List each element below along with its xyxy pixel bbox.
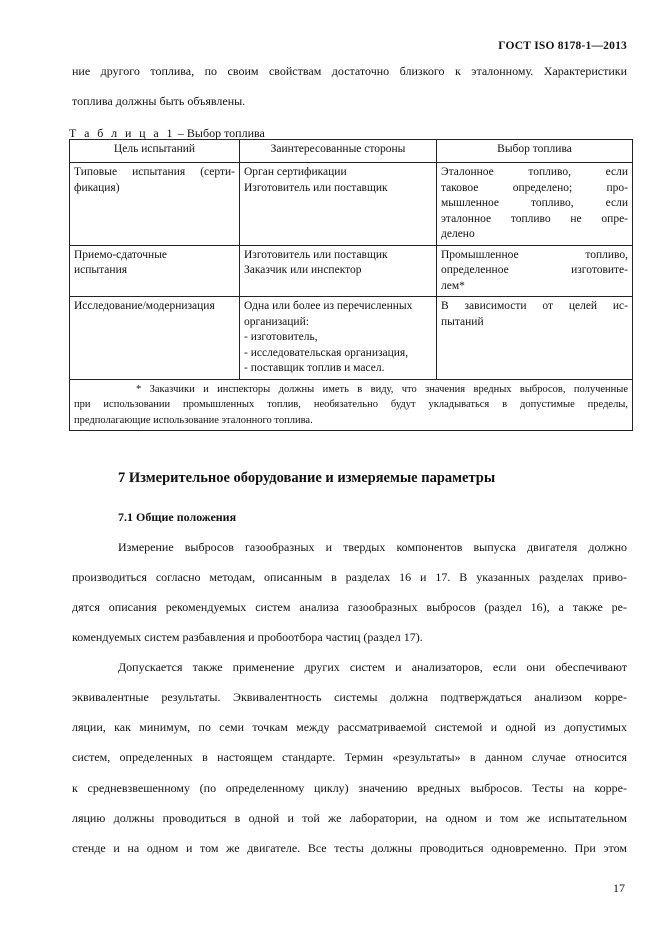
- subsection-title: 7.1 Общие положения: [118, 510, 237, 524]
- paragraph-2-line: стенде и на одном и том же двигателе. Все тесты должны проводиться одновременно. При этом: [72, 841, 627, 855]
- cell-line: - изготовитель,: [244, 331, 318, 343]
- table-caption-prefix: Т а б л и ц а 1: [69, 126, 175, 140]
- cell-line: Исследование/модернизация: [74, 300, 215, 312]
- paragraph-2-line: эквивалентные результаты. Эквивалентность системы должна подтверждаться анализом корре-: [72, 690, 627, 704]
- paragraph-1-line: комендуемых систем разбавления и пробоотбора частиц (раздел 17).: [72, 630, 423, 644]
- cell-line: эталонное топливо не опре-: [441, 212, 628, 225]
- table-footnote-row: [70, 379, 633, 431]
- cell-goal: [70, 163, 240, 246]
- header-parties: Заинтересованные стороны: [240, 140, 437, 163]
- cell-line: Одна или более из перечисленных: [244, 300, 413, 312]
- paragraph-2-line: к средневзвешенному (по определенному циклу) значению вредных выбросов. Тесты на корре-: [72, 781, 627, 795]
- cell-line: Изготовитель или поставщик: [244, 248, 388, 261]
- cell-line: таковое определено; про-: [441, 181, 628, 194]
- cell-line: мышленное топливо, если: [441, 197, 628, 209]
- cell-parties: [240, 245, 437, 297]
- table-row: [70, 245, 633, 297]
- cell-line: - поставщик топлив и масел.: [244, 362, 385, 374]
- cell-fuel: [437, 245, 633, 297]
- cell-parties: [240, 163, 437, 246]
- intro-line-1: ние другого топлива, по своим свойствам достаточно близкого к эталонному. Характеристики: [72, 64, 627, 78]
- table-row: [70, 297, 633, 380]
- cell-line: испытания: [74, 264, 128, 276]
- table-row: [70, 163, 633, 246]
- cell-line: Орган сертификации: [244, 166, 347, 178]
- footnote-line: предполагающие использование эталонного топлива.: [74, 414, 313, 426]
- cell-line: Приемо-сдаточные: [74, 248, 168, 261]
- table-footnote: [70, 379, 633, 431]
- page-number: 17: [613, 881, 625, 895]
- cell-line: - исследовательская организация,: [244, 346, 409, 359]
- cell-goal: [70, 245, 240, 297]
- cell-line: Типовые испытания (серти-: [74, 166, 235, 178]
- cell-line: фикация): [74, 181, 120, 194]
- cell-line: Заказчик или инспектор: [244, 264, 362, 276]
- cell-fuel: [437, 163, 633, 246]
- paragraph-2-line: Допускается также применение других систем и анализаторов, если они обеспечивают: [118, 660, 627, 674]
- paragraph-2-line: ляцию должны проводиться в одной и той же лаборатории, на одном и том же испытательном: [72, 811, 627, 825]
- header-goal: Цель испытаний: [70, 140, 240, 163]
- cell-line: лем*: [441, 279, 465, 292]
- cell-line: Изготовитель или поставщик: [244, 181, 388, 194]
- header-fuel: Выбор топлива: [437, 140, 633, 163]
- cell-line: делено: [441, 228, 475, 240]
- table-caption-title: – Выбор топлива: [174, 126, 265, 140]
- cell-line: организаций:: [244, 315, 309, 328]
- footnote-line: * Заказчики и инспекторы должны иметь в виду, что значения вредных выбросов, полученные: [136, 383, 628, 395]
- cell-line: пытаний: [441, 315, 484, 328]
- paragraph-1-line: Измерение выбросов газообразных и твердых компонентов выпуска двигателя должно: [118, 540, 627, 554]
- paragraph-1-line: дятся описания рекомендуемых систем анализа газообразных выбросов (раздел 16), а также ре-: [72, 600, 627, 614]
- fuel-selection-table: [69, 139, 633, 431]
- cell-line: В зависимости от целей ис-: [441, 300, 628, 312]
- cell-parties: [240, 297, 437, 380]
- table-header-row: [70, 140, 633, 163]
- cell-line: определенное изготовите-: [441, 264, 628, 276]
- cell-line: Эталонное топливо, если: [441, 166, 628, 178]
- cell-line: Промышленное топливо,: [441, 248, 628, 261]
- intro-line-2: топлива должны быть объявлены.: [72, 94, 246, 108]
- standard-id: ГОСТ ISO 8178-1—2013: [498, 40, 627, 52]
- cell-goal: [70, 297, 240, 380]
- paragraph-2-line: ляции, как минимум, по семи точкам между рассматриваемой системой и одной из допустимых: [72, 720, 627, 734]
- footnote-line: при использовании промышленных топлив, необязательно будут укладываться в допустимые пределы,: [74, 399, 628, 410]
- cell-fuel: [437, 297, 633, 380]
- paragraph-2-line: систем, определенных в настоящем стандарте. Термин «результаты» в данном случае относится: [72, 750, 627, 764]
- paragraph-1-line: производиться согласно методам, описанным в разделах 16 и 17. В указанных разделах приво-: [72, 570, 627, 584]
- section-title: 7 Измерительное оборудование и измеряемые параметры: [118, 470, 496, 486]
